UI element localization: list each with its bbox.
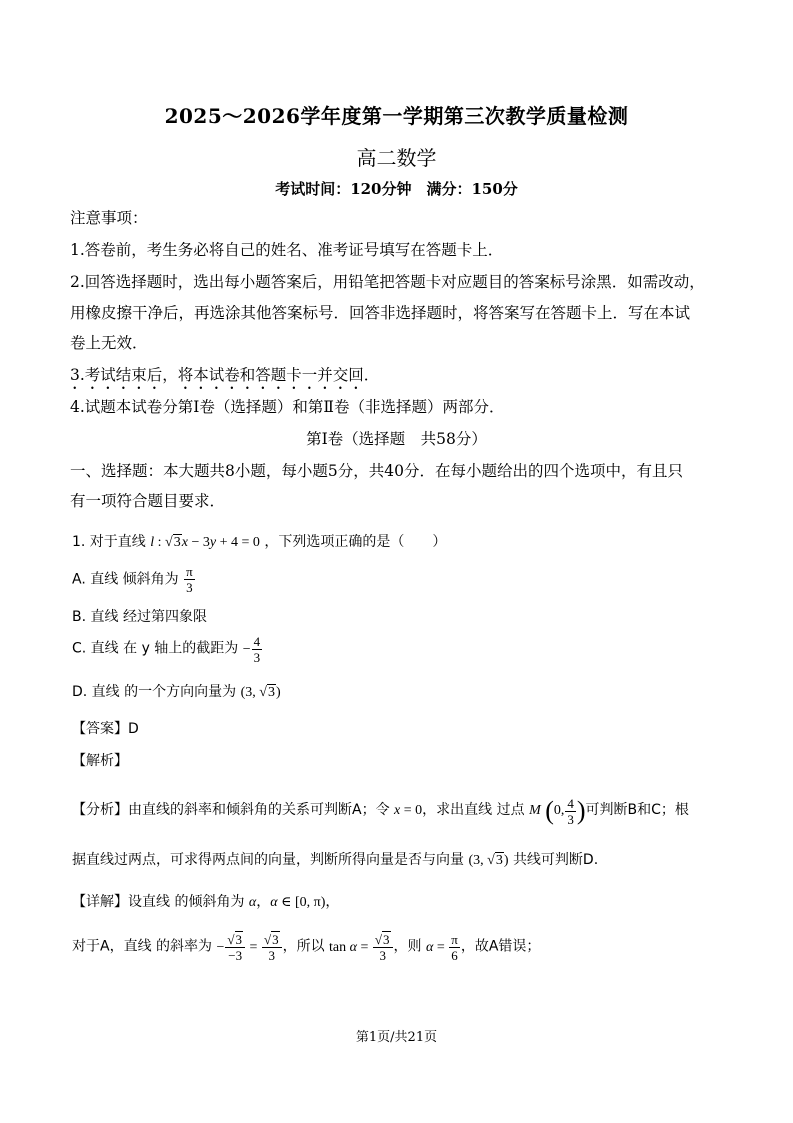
- x-equals-zero: x: [394, 803, 401, 819]
- exam-title: 2025～2026学年度第一学期第三次教学质量检测: [164, 104, 629, 128]
- notice-item-4: 4.试题本试卷分第Ⅰ卷（选择题）和第Ⅱ卷（非选择题）两部分．: [70, 398, 505, 416]
- alpha-range: α: [270, 895, 278, 910]
- eq-zero: = 0: [400, 803, 423, 819]
- analysis-tag: 【解析】: [72, 753, 128, 769]
- detail-text-1b: ，: [325, 894, 340, 910]
- option-d-vector: (3, √3): [240, 685, 281, 700]
- analysis-text-2b: 共线可判断D.: [512, 852, 599, 868]
- answer-value: D: [128, 721, 139, 737]
- analysis-text-1c: 可判断B和C；根: [585, 802, 689, 819]
- point-m-coords: (0, $\frac{4}{3}$ ): [545, 795, 586, 827]
- vector-3-sqrt3: (3, √3): [468, 853, 509, 868]
- tan-alpha: tan α = $\frac{√3}{3}$: [329, 940, 394, 955]
- detail-text-2d: ，故A错误；: [460, 938, 541, 955]
- option-c: [72, 635, 263, 664]
- detail-text-2a: 对于A，直线 的斜率为: [72, 938, 213, 955]
- page-footer: 第1页/共21页: [355, 1030, 438, 1045]
- analysis-text-1b: ，求出直线 过点: [422, 802, 525, 819]
- analysis-text-1a: 由直线的斜率和倾斜角的关系可判断A；令: [128, 802, 390, 819]
- subject-title: 高二数学: [356, 146, 437, 170]
- question-stem: [72, 531, 446, 551]
- option-d: [72, 681, 281, 701]
- option-b: [72, 606, 207, 626]
- section-intro-1: 一、选择题：本大题共8小题，每小题5分，共40分．在每小题给出的四个选项中，有且只: [70, 462, 683, 480]
- detail-text-2b: ，所以: [282, 938, 325, 955]
- alpha: α: [248, 895, 257, 910]
- option-a-fraction: $\frac{\pi}{3}$: [186, 564, 193, 595]
- detail-line-2: [72, 933, 540, 962]
- section-title: 第Ⅰ卷（选择题 共58分）: [306, 430, 487, 448]
- option-a: [72, 565, 196, 594]
- option-b-label: B. 直线 经过第四象限: [72, 609, 207, 625]
- detail-tag: 【详解】: [72, 894, 128, 910]
- section-intro-2: 有一项符合题目要求．: [70, 492, 226, 510]
- notice-item-2-cont: 用橡皮擦干净后，再选涂其他答案标号．回答非选择题时，将答案写在答题卡上．写在本试: [70, 304, 691, 322]
- notice-item-2: 2.回答选择题时，选出每小题答案后，用铅笔把答题卡对应题目的答案标号涂黑．如需改动，: [70, 273, 705, 291]
- analysis-tag-label: 【分析】: [72, 802, 128, 819]
- detail-text-1a: 设直线 的倾斜角为: [128, 894, 245, 910]
- detail-text-2c: ，则: [393, 938, 422, 955]
- detail-line-1: 【详解】设直线 的倾斜角为 α，α ∈ [0, π)，: [72, 894, 340, 910]
- analysis-text-2a: 据直线过两点，可求得两点间的向量，判断所得向量是否与向量: [72, 852, 464, 868]
- point-m: M: [529, 803, 541, 819]
- option-d-label: D. 直线 的一个方向向量为: [72, 684, 237, 700]
- answer-line: [72, 718, 139, 738]
- option-c-math: − $\frac{4}{3}$: [242, 634, 261, 665]
- exam-info: 考试时间：120分钟 满分：150分: [275, 180, 518, 198]
- slope-calc: − $\frac{√3}{-3}$ = $\frac{√3}{3}$: [216, 940, 282, 955]
- notice-item-1: 1.答卷前，考生务必将自己的姓名、准考证号填写在答题卡上．: [70, 241, 504, 259]
- notice-item-3: 3.考试结束后，将本试卷和答题卡一并交回．: [70, 366, 380, 384]
- question-stem-suffix: ，下列选项正确的是（ ）: [264, 534, 447, 550]
- notice-heading: 注意事项：: [70, 209, 148, 227]
- alpha-range-set: ∈ [0, π): [277, 895, 326, 910]
- analysis-line-1: [72, 796, 689, 826]
- notice-item-2-end: 卷上无效．: [70, 334, 148, 352]
- option-c-label: C. 直线 在 y 轴上的截距为: [72, 640, 239, 657]
- line-equation: l : √3x − 3y + 4 = 0: [150, 535, 260, 550]
- question-stem-prefix: 1. 对于直线: [72, 534, 146, 550]
- alpha-value: α = $\frac{\pi}{6}$: [426, 932, 458, 963]
- option-a-label: A. 直线 倾斜角为: [72, 571, 179, 588]
- analysis-line-2: [72, 849, 598, 869]
- answer-tag: 【答案】: [72, 721, 128, 737]
